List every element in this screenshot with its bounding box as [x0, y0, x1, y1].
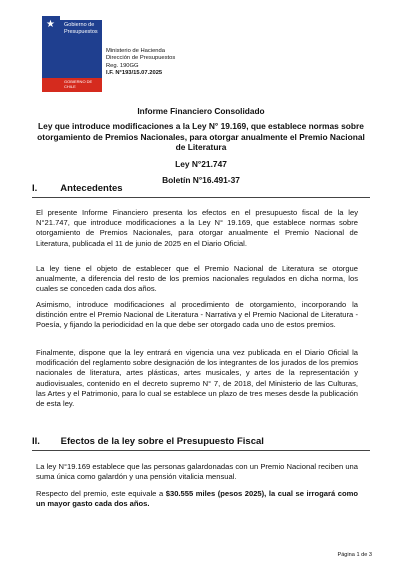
logo-line2: Presupuestos: [64, 28, 98, 35]
registry-line: Reg. 190GG: [106, 62, 139, 69]
section-2-title: Efectos de la ley sobre el Presupuesto Fiscal: [60, 436, 264, 447]
section-2-header: [32, 436, 264, 447]
star-icon: ★: [46, 19, 55, 30]
law-number: Ley N°21.747: [175, 158, 227, 169]
logo-line1: Gobierno de: [64, 22, 95, 28]
section-2-number: II.: [32, 436, 40, 447]
report-number: I.F. N°193/15.07.2025: [106, 69, 163, 76]
section-1-header: [32, 183, 123, 194]
paragraph: La ley N°19.169 establece que las personas galardonadas con un Premio Nacional reciben una suma única como galardón y una pensión vitalicia mensual.: [36, 462, 358, 482]
department-line: Dirección de Presupuestos: [106, 55, 176, 62]
paragraph: Finalmente, dispone que la ley entrará en vigencia una vez publicada en el Diario Oficial la modificación del reglamento sobre designación de los integrantes de los jurados de los premios nacionales de literatura, artes plásticas, artes musicales, y artes de la representación y audiovisuales, contenido en el decreto supremo N° 7, de 2018, del Ministerio de las Culturas, las Artes y el Patrimonio, para lo cual se establece un plazo de tres meses desde la publicación de esta ley.: [36, 348, 358, 409]
paragraph: [36, 489, 358, 509]
paragraph: La ley tiene el objeto de establecer que el Premio Nacional de Literatura se otorgue anualmente, a diferencia del resto de los premios nacionales regulados en dicha norma, los cuales se conceden cada dos años.: [36, 264, 358, 294]
paragraph-text: Respecto del premio, este equivale a: [36, 489, 166, 498]
ministry-line: Ministerio de Hacienda: [106, 48, 165, 54]
section-1-title: Antecedentes: [60, 183, 123, 194]
law-description: Ley que introduce modificaciones a la Ley N° 19.169, que establece normas sobre otorgamiento de Premios Nacionales, para otorgar anualmente el Premio Nacional de Literatura: [37, 121, 365, 152]
ministry-header: [106, 48, 175, 77]
section-2-rule: [32, 450, 370, 451]
section-1-number: I.: [32, 183, 38, 194]
paragraph: Asimismo, introduce modificaciones al procedimiento de otorgamiento, incorporando la distinción entre el Premio Nacional de Literatura - Narrativa y el Premio Nacional de Literatura - Poesía, y fijando la periodicidad en la que debe ser otorgado cada uno de estos premios.: [36, 300, 358, 330]
title-block: [36, 106, 366, 186]
section-1-rule: [32, 197, 370, 198]
report-title: Informe Financiero Consolidado: [137, 106, 265, 116]
logo-text: [64, 22, 100, 35]
paragraph: El presente Informe Financiero presenta los efectos en el presupuesto fiscal de la ley N°21.747, que introduce modificaciones a la Ley N° 19.169, que establece normas sobre otorgamiento de Premios Nacionales, para otorgar anualmente el Premio Nacional de Literatura, publicada el 11 de junio de 2025 en el Diario Oficial.: [36, 208, 358, 248]
flag-white-band: [60, 16, 102, 20]
cost-highlight: $30.555 miles (pesos 2025), la cual se irrogará como un mayor gasto cada dos años.: [36, 489, 359, 509]
logo-footer: GOBIERNO DE CHILE: [64, 79, 93, 89]
dipres-logo: [42, 16, 102, 92]
page-number: Página 1 de 3: [337, 552, 372, 558]
bulletin-number: Boletín N°16.491-37: [162, 175, 240, 185]
